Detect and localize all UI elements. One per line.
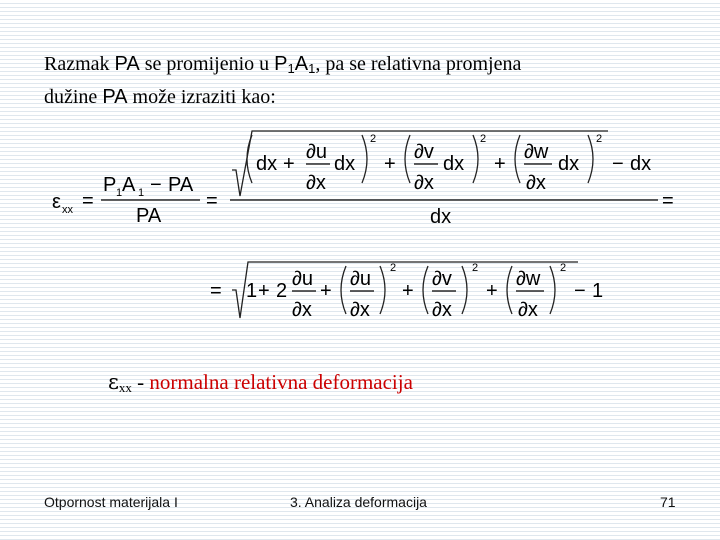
minus-sign: − [612, 153, 624, 175]
segment-pa: PA [114, 53, 140, 75]
minus-sign: − [574, 280, 586, 302]
partial-w: ∂w [524, 141, 549, 163]
partial-u: ∂u [306, 141, 328, 163]
footer-course: Otpornost materijala I [44, 494, 178, 510]
intro-text: , pa se relativna promjena [315, 53, 522, 75]
exponent: 2 [480, 133, 487, 145]
equals-sign: = [206, 190, 218, 212]
right-paren [550, 266, 555, 314]
legend-line [108, 370, 413, 396]
plus-sign: + [486, 280, 498, 302]
dx: dx [558, 153, 580, 175]
equals-sign: = [210, 280, 222, 302]
plus-sign: + [283, 153, 295, 175]
fraction-numerator [103, 174, 194, 199]
intro-text: se promijenio u [139, 53, 275, 75]
epsilon-subscript: xx [118, 380, 132, 395]
intro-text: može izraziti kao: [127, 86, 276, 108]
segment-pa: PA [102, 86, 128, 108]
point-p: P [274, 53, 288, 75]
subscript: 1 [116, 187, 123, 199]
partial-x: ∂x [350, 299, 370, 321]
dx: dx [630, 153, 652, 175]
right-paren [588, 135, 593, 183]
number-two: 2 [276, 280, 288, 302]
intro-text: Razmak [44, 53, 115, 75]
partial-x: ∂x [526, 172, 546, 194]
epsilon-symbol: ε [52, 191, 61, 213]
number-one: 1 [592, 280, 604, 302]
left-paren [423, 266, 428, 314]
partial-w: ∂w [516, 268, 541, 290]
partial-u: ∂u [292, 268, 314, 290]
point-a: A [294, 53, 309, 75]
exponent: 2 [370, 133, 377, 145]
left-paren [515, 135, 520, 183]
left-paren [405, 135, 410, 183]
subscript: 1 [138, 187, 145, 199]
number-one: 1 [246, 280, 258, 302]
subscript: 1 [308, 61, 316, 76]
partial-u: ∂u [350, 268, 372, 290]
segment-pa: PA [168, 174, 194, 196]
exponent: 2 [596, 133, 603, 145]
dx: dx [443, 153, 465, 175]
plus-sign: + [384, 153, 396, 175]
exponent: 2 [390, 262, 397, 274]
exponent: 2 [560, 262, 567, 274]
partial-v: ∂v [414, 141, 434, 163]
fraction-denominator: PA [136, 205, 162, 227]
exponent: 2 [472, 262, 479, 274]
dx: dx [256, 153, 278, 175]
subscript: 1 [287, 61, 295, 76]
partial-x: ∂x [292, 299, 312, 321]
minus-sign: − [150, 174, 162, 196]
point-a: A [122, 174, 136, 196]
partial-v: ∂v [432, 268, 452, 290]
point-p: P [103, 174, 117, 196]
plus-sign: + [320, 280, 332, 302]
right-paren [380, 266, 385, 314]
dx-denominator: dx [430, 206, 452, 228]
left-paren [247, 135, 252, 183]
epsilon-subscript: xx [62, 204, 73, 216]
footer-page-number: 71 [660, 494, 676, 510]
partial-x: ∂x [414, 172, 434, 194]
partial-x: ∂x [518, 299, 538, 321]
equals-sign: = [662, 190, 674, 212]
right-paren [473, 135, 478, 183]
plus-sign: + [258, 280, 270, 302]
intro-text: dužine [44, 86, 103, 108]
dx: dx [334, 153, 356, 175]
partial-x: ∂x [306, 172, 326, 194]
right-paren [362, 135, 367, 183]
footer-chapter: 3. Analiza deformacija [290, 494, 427, 510]
plus-sign: + [402, 280, 414, 302]
equals-sign: = [82, 190, 94, 212]
legend-description: normalna relativna deformacija [149, 370, 413, 394]
partial-x: ∂x [432, 299, 452, 321]
plus-sign: + [494, 153, 506, 175]
legend-dash: - [131, 370, 145, 394]
left-paren [507, 266, 512, 314]
left-paren [341, 266, 346, 314]
right-paren [462, 266, 467, 314]
epsilon-symbol: ε [108, 370, 119, 394]
